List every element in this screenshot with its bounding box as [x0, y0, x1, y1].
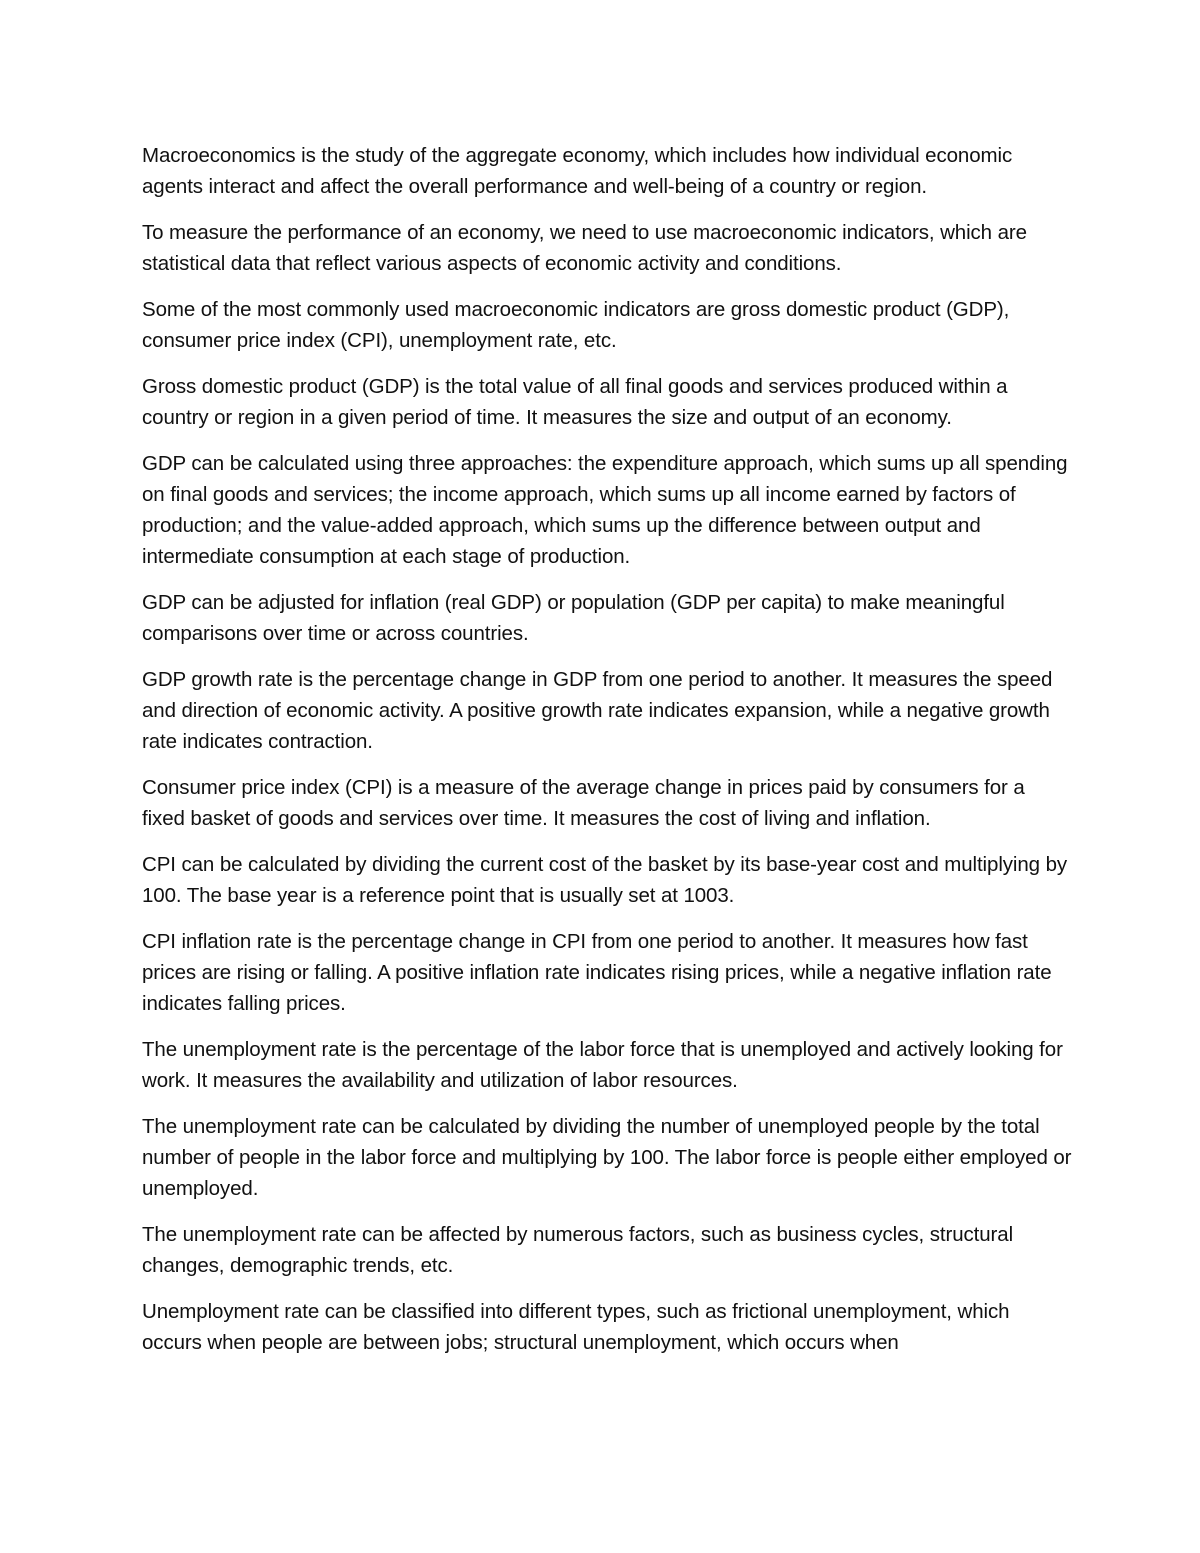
document-body — [142, 140, 1072, 1373]
paragraph-unemployment-definition: The unemployment rate is the percentage of the labor force that is unemployed and actively looking for work. It measures the availability and utilization of labor resources. — [142, 1038, 1063, 1092]
paragraph-cpi-inflation-rate: CPI inflation rate is the percentage change in CPI from one period to another. It measures how fast prices are rising or falling. A positive inflation rate indicates rising prices, while a negative inflation rate indicates falling prices. — [142, 930, 1052, 1015]
paragraph-cpi-calculation: CPI can be calculated by dividing the current cost of the basket by its base-year cost and multiplying by 100. The base year is a reference point that is usually set at 1003. — [142, 853, 1068, 907]
paragraph-common-indicators: Some of the most commonly used macroeconomic indicators are gross domestic product (GDP), consumer price index (CPI), unemployment rate, etc. — [142, 298, 1010, 352]
paragraph-macroeconomics-definition: Macroeconomics is the study of the aggregate economy, which includes how individual economic agents interact and affect the overall performance and well-being of a country or region. — [142, 144, 1013, 198]
paragraph-gdp-approaches: GDP can be calculated using three approaches: the expenditure approach, which sums up all spending on final goods and services; the income approach, which sums up all income earned by factors of production; and the value-added approach, which sums up the difference between output and intermediate consumption at each stage of production. — [142, 452, 1068, 568]
paragraph-gdp-definition: Gross domestic product (GDP) is the total value of all final goods and services produced within a country or region in a given period of time. It measures the size and output of an economy. — [142, 375, 1008, 429]
paragraph-gdp-adjustments: GDP can be adjusted for inflation (real GDP) or population (GDP per capita) to make meaningful comparisons over time or across countries. — [142, 591, 1005, 645]
paragraph-unemployment-types: Unemployment rate can be classified into different types, such as frictional unemployment, which occurs when people are between jobs; structural unemployment, which occurs when — [142, 1300, 1010, 1354]
paragraph-gdp-growth-rate: GDP growth rate is the percentage change in GDP from one period to another. It measures the speed and direction of economic activity. A positive growth rate indicates expansion, while a negative growth rate indicates contraction. — [142, 668, 1053, 753]
paragraph-cpi-definition: Consumer price index (CPI) is a measure of the average change in prices paid by consumers for a fixed basket of goods and services over time. It measures the cost of living and inflation. — [142, 776, 1025, 830]
paragraph-unemployment-factors: The unemployment rate can be affected by numerous factors, such as business cycles, structural changes, demographic trends, etc. — [142, 1223, 1014, 1277]
paragraph-unemployment-calculation: The unemployment rate can be calculated by dividing the number of unemployed people by the total number of people in the labor force and multiplying by 100. The labor force is people either employed or unemployed. — [142, 1115, 1072, 1200]
paragraph-indicators-purpose: To measure the performance of an economy, we need to use macroeconomic indicators, which are statistical data that reflect various aspects of economic activity and conditions. — [142, 221, 1027, 275]
